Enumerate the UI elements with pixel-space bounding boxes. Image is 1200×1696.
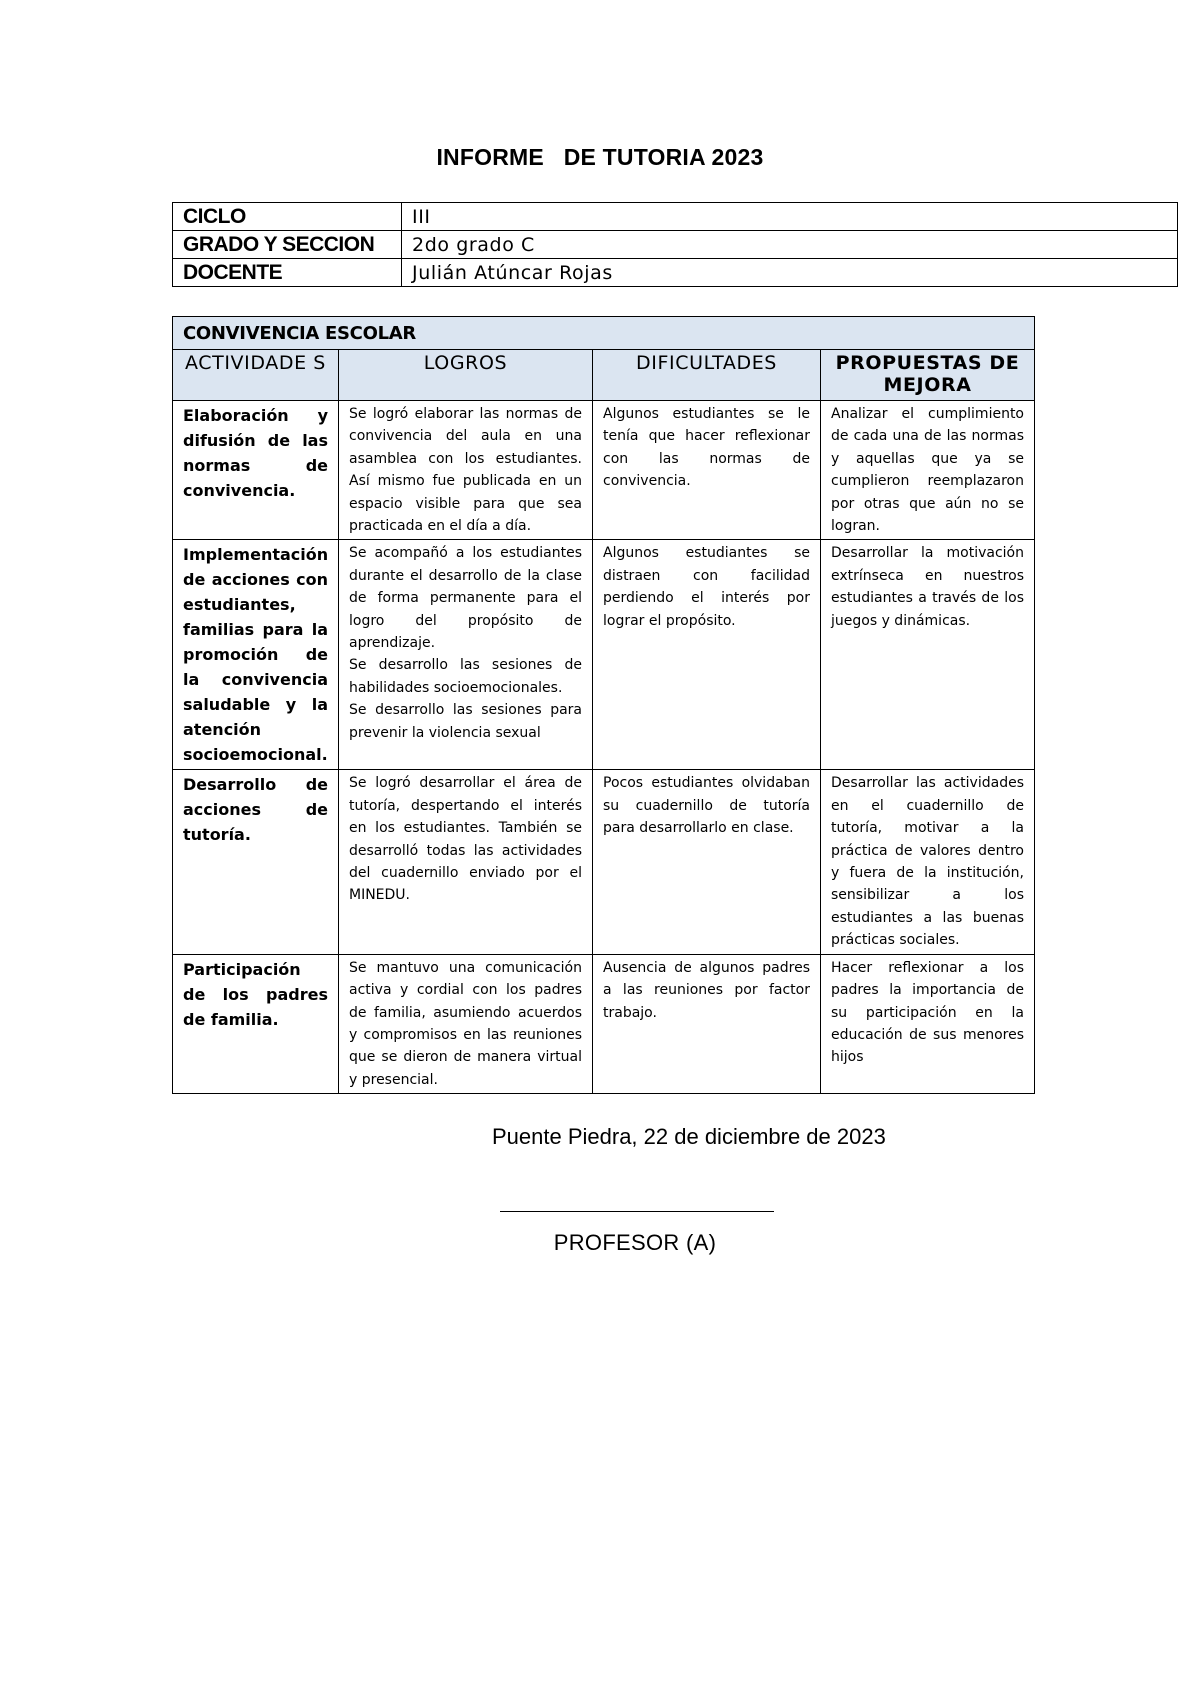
signature-label: PROFESOR (A) <box>553 1230 717 1255</box>
docente-value: Julián Atúncar Rojas <box>402 259 1178 287</box>
place-date: Puente Piedra, 22 de diciembre de 2023 <box>492 1124 886 1149</box>
info-row-docente <box>173 259 1178 287</box>
dificultades-cell: Pocos estudiantes olvidaban su cuadernillo de tutoría para desarrollarlo en clase. <box>593 770 821 954</box>
section-title: CONVIVENCIA ESCOLAR <box>173 317 1035 350</box>
dificultades-cell: Ausencia de algunos padres a las reuniones por factor trabajo. <box>593 954 821 1093</box>
dificultades-cell: Algunos estudiantes se le tenía que hacer reflexionar con las normas de convivencia. <box>593 401 821 540</box>
table-row <box>173 540 1035 770</box>
activity-cell: Elaboración y difusión de las normas de convivencia. <box>173 401 339 540</box>
propuestas-cell: Hacer reflexionar a los padres la importancia de su participación en la educación de sus menores hijos <box>821 954 1035 1093</box>
info-row-grado <box>173 231 1178 259</box>
propuestas-cell: Desarrollar la motivación extrínseca en nuestros estudiantes a través de los juegos y dinámicas. <box>821 540 1035 770</box>
docente-label: DOCENTE <box>173 259 402 287</box>
header-dificultades: DIFICULTADES <box>593 350 821 401</box>
grado-label: GRADO Y SECCION <box>173 231 402 259</box>
signature-line <box>500 1211 774 1212</box>
header-propuestas: PROPUESTAS DE MEJORA <box>821 350 1035 401</box>
propuestas-cell: Desarrollar las actividades en el cuadernillo de tutoría, motivar a la práctica de valores dentro y fuera de la institución, sensibilizar a los estudiantes a las buenas prácticas sociales. <box>821 770 1035 954</box>
activity-cell: Desarrollo de acciones de tutoría. <box>173 770 339 954</box>
logros-line: Se desarrollo las sesiones para prevenir la violencia sexual <box>349 702 582 741</box>
table-row <box>173 954 1035 1093</box>
logros-cell <box>339 540 593 770</box>
logros-line: Se desarrollo las sesiones de habilidades socioemocionales. <box>349 657 582 696</box>
activity-cell: Implementación de acciones con estudiantes, familias para la promoción de la convivencia saludable y la atención socioemocional. <box>173 540 339 770</box>
info-row-ciclo <box>173 203 1178 231</box>
header-actividades: ACTIVIDADE S <box>173 350 339 401</box>
logros-line: Se acompañó a los estudiantes durante el desarrollo de la clase de forma permanente para el logro del propósito de aprendizaje. <box>349 545 582 652</box>
logros-cell: Se logró elaborar las normas de convivencia del aula en una asamblea con los estudiantes. Así mismo fue publicada en un espacio visible para que sea practicada en el día a día. <box>339 401 593 540</box>
logros-cell: Se mantuvo una comunicación activa y cordial con los padres de familia, asumiendo acuerdos y compromisos en las reuniones que se dieron de manera virtual y presencial. <box>339 954 593 1093</box>
header-row <box>173 350 1035 401</box>
dificultades-cell: Algunos estudiantes se distraen con facilidad perdiendo el interés por lograr el propósito. <box>593 540 821 770</box>
header-logros: LOGROS <box>339 350 593 401</box>
logros-cell: Se logró desarrollar el área de tutoría, despertando el interés en los estudiantes. También se desarrolló todas las actividades del cuadernillo enviado por el MINEDU. <box>339 770 593 954</box>
propuestas-cell: Analizar el cumplimiento de cada una de las normas y aquellas que ya se cumplieron reemplazaron por otras que aún no se logran. <box>821 401 1035 540</box>
table-row <box>173 770 1035 954</box>
document-title: INFORME DE TUTORIA 2023 <box>436 144 764 170</box>
section-row <box>173 317 1035 350</box>
convivencia-table <box>172 316 1035 1094</box>
table-row <box>173 401 1035 540</box>
grado-value: 2do grado C <box>402 231 1178 259</box>
ciclo-label: CICLO <box>173 203 402 231</box>
info-table <box>172 202 1178 287</box>
ciclo-value: III <box>402 203 1178 231</box>
activity-cell: Participación de los padres de familia. <box>173 954 339 1093</box>
